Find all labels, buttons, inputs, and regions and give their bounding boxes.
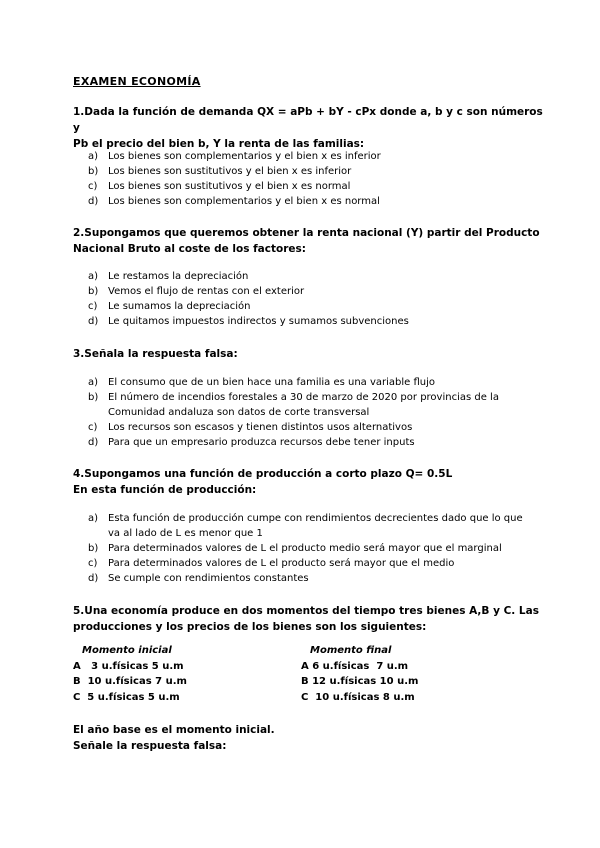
option-text: Los bienes son sustitutivos y el bien x es normal <box>108 181 351 192</box>
question-1-options <box>88 149 538 209</box>
option-letter: c) <box>88 558 98 569</box>
option-text: El consumo que de un bien hace una familia es una variable flujo <box>108 377 436 388</box>
question-4-options <box>88 511 538 586</box>
option-text: Comunidad andaluza son datos de corte transversal <box>108 407 370 418</box>
answer-option <box>88 420 538 435</box>
option-letter: b) <box>88 543 99 554</box>
final-moment-header: Momento final <box>310 645 392 656</box>
answer-option <box>88 556 538 571</box>
option-text: va al lado de L es menor que 1 <box>108 528 263 539</box>
question-text-line: 1.Dada la función de demanda QX = aPb + bY - cPx donde a, b y c son números y <box>73 106 543 134</box>
question-text-line: 5.Una economía produce en dos momentos del tiempo tres bienes A,B y C. Las <box>73 605 539 617</box>
option-text: Para determinados valores de L el producto será mayor que el medio <box>108 558 455 569</box>
base-year-note: El año base es el momento inicial. <box>73 724 275 736</box>
option-text: Los bienes son sustitutivos y el bien x es inferior <box>108 166 352 177</box>
option-text: Vemos el flujo de rentas con el exterior <box>108 286 305 297</box>
question-text-line: producciones y los precios de los bienes son los siguientes: <box>73 621 427 633</box>
option-letter: c) <box>88 301 98 312</box>
initial-row-b: B 10 u.físicas 7 u.m <box>73 676 187 687</box>
answer-option <box>88 375 538 390</box>
option-text: Le restamos la depreciación <box>108 271 249 282</box>
answer-option <box>88 299 538 314</box>
answer-option <box>88 194 538 209</box>
answer-option <box>88 511 538 541</box>
final-row-b: B 12 u.físicas 10 u.m <box>301 676 419 687</box>
initial-row-a: A 3 u.físicas 5 u.m <box>73 660 184 672</box>
exam-title: EXAMEN ECONOMÍA <box>73 75 201 88</box>
answer-option <box>88 314 538 329</box>
option-letter: c) <box>88 422 98 433</box>
answer-option <box>88 179 538 194</box>
answer-option <box>88 571 538 586</box>
option-letter: a) <box>88 271 99 282</box>
option-letter: a) <box>88 151 99 162</box>
answer-option <box>88 269 538 284</box>
question-4-text <box>73 466 543 498</box>
answer-option <box>88 541 538 556</box>
option-text: Se cumple con rendimientos constantes <box>108 573 309 584</box>
option-text: Los bienes son complementarios y el bien x es normal <box>108 196 380 207</box>
question-text-line: En esta función de producción: <box>73 484 257 496</box>
question-3-options <box>88 375 538 450</box>
option-letter: c) <box>88 181 98 192</box>
final-moment-column <box>301 643 418 705</box>
option-text: Le sumamos la depreciación <box>108 301 251 312</box>
question-text-line: 3.Señala la respuesta falsa: <box>73 348 238 360</box>
select-false-answer-prompt: Señale la respuesta falsa: <box>73 740 227 752</box>
option-letter: b) <box>88 286 99 297</box>
answer-option <box>88 435 538 450</box>
question-2-options <box>88 269 538 329</box>
question-2-text <box>73 225 543 257</box>
initial-moment-header: Momento inicial <box>82 645 172 656</box>
final-row-c: C 10 u.físicas 8 u.m <box>301 691 415 703</box>
question-3-text <box>73 346 543 362</box>
option-text: Para determinados valores de L el producto medio será mayor que el marginal <box>108 543 502 554</box>
answer-option <box>88 164 538 179</box>
question-1-text <box>73 104 543 152</box>
initial-row-c: C 5 u.físicas 5 u.m <box>73 691 180 703</box>
option-text: El número de incendios forestales a 30 de marzo de 2020 por provincias de la <box>108 392 499 403</box>
answer-option <box>88 284 538 299</box>
option-letter: a) <box>88 377 99 388</box>
option-text: Los recursos son escasos y tienen distintos usos alternativos <box>108 422 413 433</box>
question-text-line: Pb el precio del bien b, Y la renta de las familias: <box>73 138 365 150</box>
option-text: Le quitamos impuestos indirectos y sumamos subvenciones <box>108 316 409 327</box>
option-letter: d) <box>88 316 99 327</box>
option-letter: d) <box>88 196 99 207</box>
question-text-line: Nacional Bruto al coste de los factores: <box>73 243 306 255</box>
answer-option <box>88 149 538 164</box>
option-letter: a) <box>88 513 99 524</box>
question-5-instructions <box>73 722 275 754</box>
question-5-text <box>73 603 543 635</box>
option-text: Los bienes son complementarios y el bien x es inferior <box>108 151 381 162</box>
option-letter: b) <box>88 392 99 403</box>
option-text: Esta función de producción cumpe con rendimientos decrecientes dado que lo que <box>108 513 523 524</box>
initial-moment-column <box>73 643 187 705</box>
question-text-line: 4.Supongamos una función de producción a corto plazo Q= 0.5L <box>73 468 453 480</box>
answer-option <box>88 390 538 420</box>
question-text-line: 2.Supongamos que queremos obtener la renta nacional (Y) partir del Producto <box>73 227 540 239</box>
option-text: Para que un empresario produzca recursos debe tener inputs <box>108 437 415 448</box>
option-letter: b) <box>88 166 99 177</box>
option-letter: d) <box>88 573 99 584</box>
option-letter: d) <box>88 437 99 448</box>
final-row-a: A 6 u.físicas 7 u.m <box>301 660 409 672</box>
